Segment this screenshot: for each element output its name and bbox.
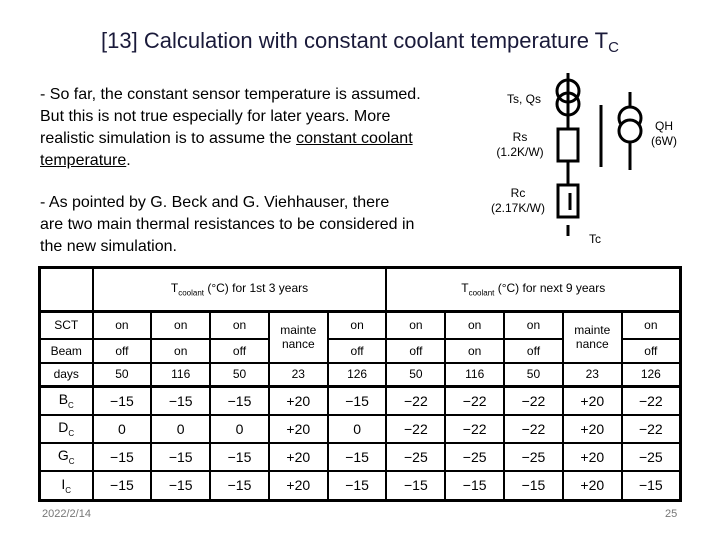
row-label: $D_C$	[40, 415, 93, 443]
temperature-cell: 0	[210, 415, 269, 443]
temperature-cell: 0	[93, 415, 152, 443]
days-cell: 23	[563, 363, 622, 387]
days-cell: 116	[445, 363, 504, 387]
label-ts-qs: Ts, Qs	[506, 92, 541, 106]
temperature-cell: −15	[93, 387, 152, 415]
temperature-cell: −22	[622, 387, 681, 415]
temperature-cell: −15	[445, 471, 504, 501]
maintenance-cell: mainte nance	[269, 312, 328, 363]
label-rs: Rs (1.2K/W)	[496, 130, 544, 159]
temperature-cell: +20	[269, 415, 328, 443]
paragraph-2: - As pointed by G. Beck and G. Viehhauser, there are two main thermal resistances to be considered in the new simulation.	[40, 194, 415, 255]
temperature-cell: −15	[328, 443, 387, 471]
table-row	[40, 387, 681, 415]
temperature-cell: −22	[445, 387, 504, 415]
row-label: $B_C$	[40, 387, 93, 415]
temperature-cell: −15	[328, 387, 387, 415]
temperature-cell: +20	[563, 387, 622, 415]
days-cell: 50	[210, 363, 269, 387]
temperature-cell: −15	[151, 387, 210, 415]
temperature-cell: −15	[210, 387, 269, 415]
days-cell: 50	[504, 363, 563, 387]
days-cell: 50	[93, 363, 152, 387]
row-label: $I_C$	[40, 471, 93, 501]
temperature-cell: −15	[93, 443, 152, 471]
temperature-cell: +20	[563, 415, 622, 443]
days-cell: 126	[622, 363, 681, 387]
days-cell: 116	[151, 363, 210, 387]
temperature-cell: −22	[622, 415, 681, 443]
days-cell: 23	[269, 363, 328, 387]
temperature-cell: −15	[210, 443, 269, 471]
table-row-beam: Beam off on off off off on off off	[40, 339, 681, 363]
temperature-cell: −15	[93, 471, 152, 501]
temperature-cell: +20	[269, 471, 328, 501]
temperature-cell: −15	[151, 443, 210, 471]
resistor-rs-icon	[558, 129, 578, 161]
days-cell: 50	[386, 363, 445, 387]
temperature-cell: −15	[504, 471, 563, 501]
temperature-cell: −22	[386, 387, 445, 415]
label-tc: Tc	[589, 232, 601, 246]
temperature-cell: −15	[622, 471, 681, 501]
temperature-cell: −15	[328, 471, 387, 501]
temperature-cell: −22	[504, 387, 563, 415]
temperature-cell: −25	[386, 443, 445, 471]
table-row	[40, 415, 681, 443]
temperature-cell: 0	[328, 415, 387, 443]
header-first-3-years: $T_{coolant}$ (°C) for 1st 3 years	[93, 268, 387, 312]
slide-title: [13] Calculation with constant coolant temperature $T_C$	[101, 28, 619, 56]
temperature-cell: −15	[210, 471, 269, 501]
table-row-sct: SCT on on on mainte nance on on on on mainte nance on	[40, 312, 681, 339]
paragraph-1: - So far, the constant sensor temperature is assumed. But this is not true especially for later years. More realistic simulation is to assume the constant coolant temperature.	[40, 86, 421, 169]
temperature-cell: −22	[445, 415, 504, 443]
temperature-cell: −15	[386, 471, 445, 501]
temperature-cell: −15	[151, 471, 210, 501]
footer-date: 2022/2/14	[42, 508, 91, 520]
temperature-cell: −25	[504, 443, 563, 471]
page-number: 25	[665, 508, 678, 520]
row-label: $G_C$	[40, 443, 93, 471]
table-row	[40, 443, 681, 471]
temperature-cell: +20	[269, 443, 328, 471]
table-header-row	[40, 268, 681, 312]
temperature-cell: +20	[269, 387, 328, 415]
temperature-cell: −25	[622, 443, 681, 471]
table-row-days: days 50 116 50 23 126 50 116 50 23 126	[40, 363, 681, 387]
label-qh: QH (6W)	[651, 119, 677, 148]
temperature-cell: −22	[386, 415, 445, 443]
temperature-cell: −22	[504, 415, 563, 443]
label-rc: Rc (2.17K/W)	[490, 186, 545, 215]
temperature-cell: +20	[563, 443, 622, 471]
temperature-cell: −25	[445, 443, 504, 471]
resistor-rc-icon	[558, 185, 578, 217]
table-row	[40, 471, 681, 501]
temperature-cell: +20	[563, 471, 622, 501]
maintenance-cell: mainte nance	[563, 312, 622, 363]
coolant-temperature-table	[38, 266, 682, 502]
header-next-9-years: $T_{coolant}$ (°C) for next 9 years	[386, 268, 680, 312]
temperature-cell: 0	[151, 415, 210, 443]
days-cell: 126	[328, 363, 387, 387]
